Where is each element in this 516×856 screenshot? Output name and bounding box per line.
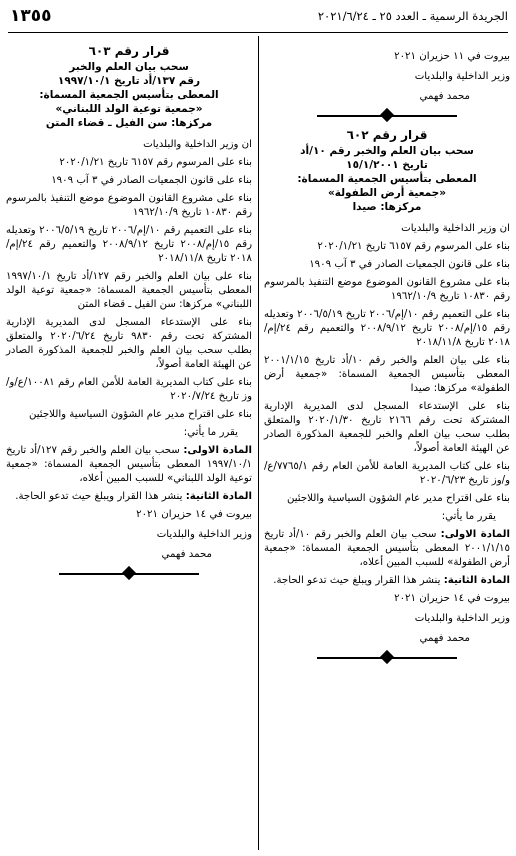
paragraph: بناء على مشروع القانون الموضوع موضع التنفيذ بالمرسوم رقم ١٠٨٣٠ تاريخ ١٩٦٢/١٠/٩ — [264, 277, 510, 302]
paragraph: بناء على التعميم رقم ١٠/إم/٢٠٠٦ تاريخ ٢٠٠٦/٥/١٩ وتعديله رقم ١٥/إم/٢٠٠٨ تاريخ ٢٠٠٨/٩/١٢ والتعميم رقم ٢٤/إم/٢٠١٨ تاريخ ٢٠١٨/١١/٨ — [6, 225, 253, 264]
association-location: مركزها: سن الفيل ـ قضاء المتن — [45, 117, 213, 129]
paragraph: بناء على اقتراح مدير عام الشؤون السياسية واللاجئين — [286, 493, 510, 504]
minister-title: وزير الداخلية والبلديات — [414, 613, 510, 624]
paragraph: بناء على بيان العلم والخبر رقم ١٠/أد تاريخ ٢٠٠١/١/١٥ المعطى بتأسيس الجمعية المسماة: «جمعية أرض الطفولة» مركزها: صيدا — [264, 355, 511, 394]
article-2 — [264, 574, 510, 588]
minister-name: محمد فهمي — [161, 549, 212, 560]
header-title: الجريدة الرسمية ـ العدد ٢٥ ـ ٢٠٢١/٦/٢٤ — [317, 9, 508, 23]
page-number: ١٣٥٥ — [10, 6, 52, 26]
article-2-label: المادة الثانية: — [185, 491, 252, 502]
decision-subject: سحب بيان العلم والخبر — [69, 61, 189, 73]
article-2 — [6, 490, 252, 504]
paragraph: بناء على بيان العلم والخبر رقم ١٢٧/أد تاريخ ١٩٩٧/١٠/١ المعطى بتأسيس الجمعية المسماة: «جمعية توعية الولد اللبناني» مركزها: سن الفيل ـ قضاء المتن — [6, 271, 252, 310]
decision-date: تاريخ ١٥/١/٢٠٠١ — [346, 159, 428, 171]
section-divider — [317, 652, 457, 664]
right-column — [264, 36, 510, 670]
article-1-text: سحب بيان العلم والخبر رقم ١٠/أد تاريخ ٢٠٠١/١/١٥ المعطى بتأسيس الجمعية المسماة: «جمعية أرض الطفولة» للسبب المبين أعلاه، — [264, 529, 510, 568]
article-1 — [6, 444, 252, 486]
paragraph: بناء على الإستدعاء المسجل لدى المديرية الإدارية المشتركة تحت رقم ٢١٦٦ تاريخ ٢٠٢٠/١/٣٠ والمتعلق بطلب سحب بيان العلم والخبر للجمعية المذكورة الصادر عن الهيئة العامة أصولاً، — [264, 401, 510, 454]
intro-text: ان وزير الداخلية والبلديات — [401, 223, 510, 234]
minister-title: وزير الداخلية والبلديات — [156, 529, 252, 540]
page-header — [8, 6, 508, 30]
section-divider — [317, 110, 457, 122]
minister-name: محمد فهمي — [419, 633, 470, 644]
paragraph: بناء على اقتراح مدير عام الشؤون السياسية واللاجئين — [28, 409, 252, 420]
article-2-text: ينشر هذا القرار ويبلغ حيث تدعو الحاجة. — [15, 491, 183, 502]
decision-subject: سحب بيان العلم والخبر رقم ١٠/أد — [300, 145, 474, 157]
article-1-label: المادة الاولى: — [183, 445, 252, 456]
section-divider — [59, 568, 199, 580]
decides-heading: يقرر ما يأتي: — [183, 427, 238, 438]
prev-minister-name: محمد فهمي — [419, 91, 470, 102]
decision-date: رقم ١٣٧/أد تاريخ ١٩٩٧/١٠/١ — [57, 75, 201, 87]
paragraph: بناء على مشروع القانون الموضوع موضع التنفيذ بالمرسوم رقم ١٠٨٣٠ تاريخ ١٩٦٢/١٠/٩ — [6, 193, 252, 218]
paragraph: بناء على الإستدعاء المسجل لدى المديرية الإدارية المشتركة تحت رقم ٩٨٣٠ تاريخ ٢٠٢٠/٦/٢٤ والمتعلق بطلب سحب بيان العلم والخبر للجمعية المذكورة الصادر عن الهيئة العامة أصولاً، — [6, 317, 252, 370]
column-separator — [258, 36, 259, 850]
paragraph: بناء على قانون الجمعيات الصادر في ٣ آب ١٩٠٩ — [51, 175, 252, 186]
header-rule — [8, 32, 508, 33]
prev-minister-title: وزير الداخلية والبلديات — [414, 71, 510, 82]
decision-title: قرار رقم ٦٠٣ — [88, 44, 170, 58]
place-date: بيروت في ١٤ حزيران ٢٠٢١ — [394, 593, 510, 604]
article-1 — [264, 528, 510, 570]
paragraph: بناء على قانون الجمعيات الصادر في ٣ آب ١٩٠٩ — [309, 259, 510, 270]
decision-association: المعطى بتأسيس الجمعية المسماة: — [39, 89, 219, 101]
association-location: مركزها: صيدا — [352, 201, 422, 213]
paragraph: بناء على المرسوم رقم ٦١٥٧ تاريخ ٢٠٢٠/١/٢١ — [59, 157, 252, 168]
place-date: بيروت في ١٤ حزيران ٢٠٢١ — [136, 509, 252, 520]
decision-title: قرار رقم ٦٠٢ — [346, 128, 428, 142]
decision-association: المعطى بتأسيس الجمعية المسماة: — [297, 173, 477, 185]
association-name: «جمعية أرض الطفولة» — [327, 187, 447, 199]
left-column — [6, 36, 252, 586]
prev-place-date: بيروت في ١١ حزيران ٢٠٢١ — [394, 51, 510, 62]
article-1-text: سحب بيان العلم والخبر رقم ١٢٧/أد تاريخ ١٩٩٧/١٠/١ المعطى بتأسيس الجمعية المسماة: «جمعية توعية الولد اللبناني» للسبب المبين أعلاه، — [6, 445, 252, 484]
article-1-label: المادة الاولى: — [440, 529, 510, 540]
paragraph: بناء على كتاب المديرية العامة للأمن العام رقم ٧٧٦٥/١/ع/و/وز تاريخ ٢٠٢٠/٦/٢٣ — [264, 461, 510, 486]
article-2-label: المادة الثانية: — [443, 575, 510, 586]
article-2-text: ينشر هذا القرار ويبلغ حيث تدعو الحاجة. — [273, 575, 441, 586]
decides-heading: يقرر ما يأتي: — [441, 511, 496, 522]
association-name: «جمعية توعية الولد اللبناني» — [55, 103, 203, 115]
intro-text: ان وزير الداخلية والبلديات — [143, 139, 252, 150]
paragraph: بناء على التعميم رقم ١٠/إم/٢٠٠٦ تاريخ ٢٠٠٦/٥/١٩ وتعديله رقم ١٥/إم/٢٠٠٨ تاريخ ٢٠٠٨/٩/١٢ والتعميم رقم ٢٤/إم/٢٠١٨ تاريخ ٢٠١٨/١١/٨ — [264, 309, 511, 348]
paragraph: بناء على كتاب المديرية العامة للأمن العام رقم ١٠٠٨١/ع/و/وز تاريخ ٢٠٢٠/٧/٢٤ — [6, 377, 252, 402]
paragraph: بناء على المرسوم رقم ٦١٥٧ تاريخ ٢٠٢٠/١/٢١ — [317, 241, 510, 252]
